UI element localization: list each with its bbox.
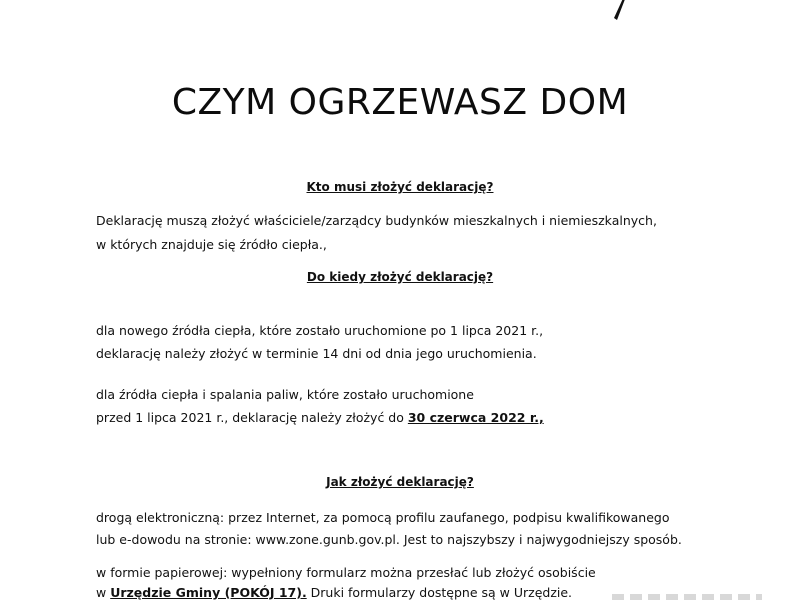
section-heading-deadline: Do kiedy złożyć deklarację? (306, 270, 494, 284)
deadline-old-line-2 (96, 410, 544, 425)
page-title: CZYM OGRZEWASZ DOM (171, 82, 629, 123)
office-location: Urzędzie Gminy (POKÓJ 17). (110, 585, 307, 600)
decorative-brush-stroke-icon (613, 0, 627, 20)
how-paper-line-2-suffix: Druki formularzy dostępne są w Urzędzie. (306, 585, 573, 600)
section-heading-who: Kto musi złożyć deklarację? (306, 180, 494, 194)
deadline-new-line-2: deklarację należy złożyć w terminie 14 dni od dnia jego uruchomienia. (96, 346, 537, 361)
who-text-line-1: Deklarację muszą złożyć właściciele/zarządcy budynków mieszkalnych i niemieszkalnych, (96, 213, 657, 228)
deadline-new-line-1: dla nowego źródła ciepła, które zostało uruchomione po 1 lipca 2021 r., (96, 323, 544, 338)
section-heading-how: Jak złożyć deklarację? (326, 475, 474, 489)
how-paper-line-2 (96, 585, 572, 600)
how-paper-line-2-prefix: w (96, 585, 111, 600)
page-edge-artifact (612, 594, 762, 600)
who-text-line-2: w których znajduje się źródło ciepła., (96, 237, 327, 252)
how-electronic-line-1: drogą elektroniczną: przez Internet, za pomocą profilu zaufanego, podpisu kwalifikowanego (96, 510, 670, 525)
how-paper-line-1: w formie papierowej: wypełniony formularz można przesłać lub złożyć osobiście (96, 565, 596, 580)
deadline-old-line-1: dla źródła ciepła i spalania paliw, które zostało uruchomione (96, 387, 474, 402)
deadline-date: 30 czerwca 2022 r., (407, 410, 544, 425)
deadline-old-line-2-text: przed 1 lipca 2021 r., deklarację należy złożyć do (96, 410, 408, 425)
how-electronic-line-2: lub e-dowodu na stronie: www.zone.gunb.gov.pl. Jest to najszybszy i najwygodniejszy sposób. (96, 532, 682, 547)
